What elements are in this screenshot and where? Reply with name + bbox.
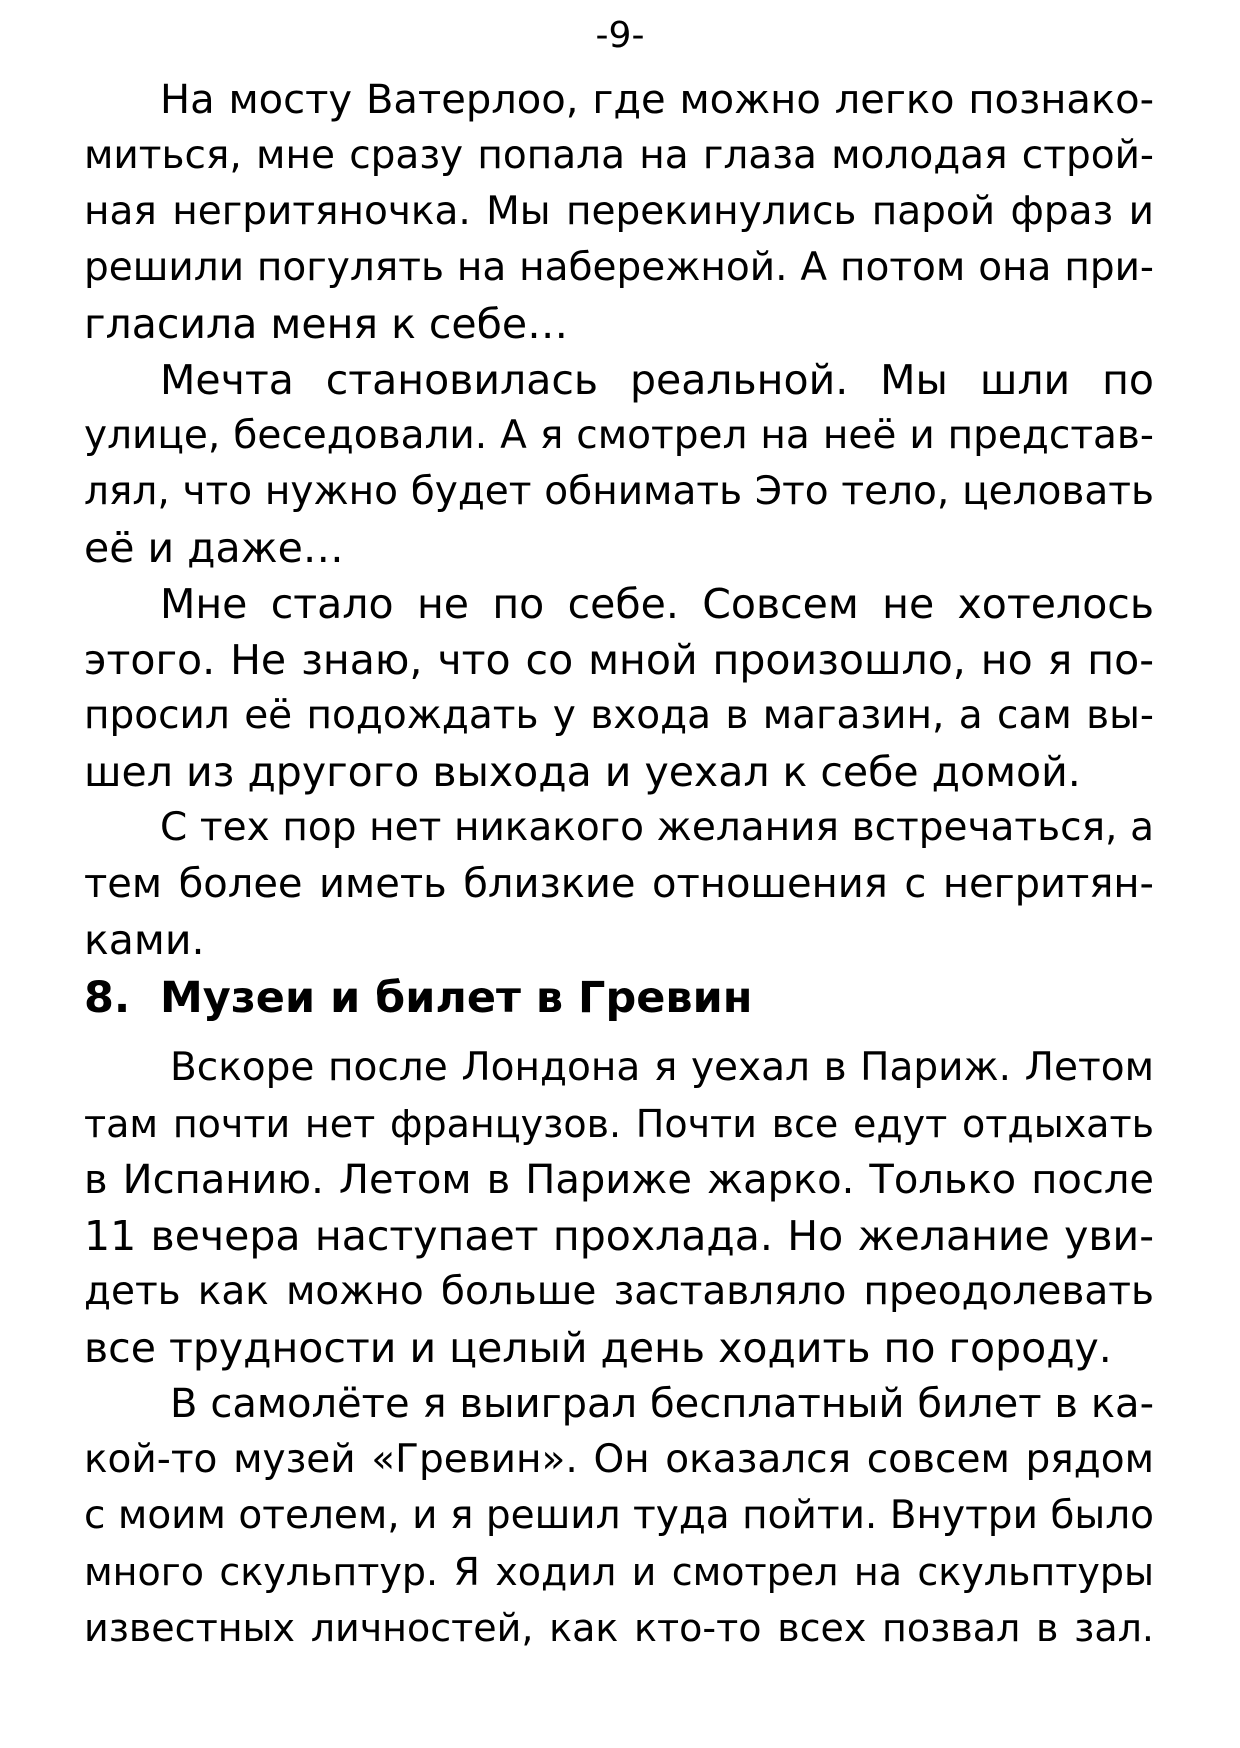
section-number: 8. (84, 973, 131, 1023)
text-line: её и даже… (84, 524, 344, 572)
section-heading (84, 970, 752, 1026)
text-line: лял, что нужно будет обнимать Это тело, целовать (84, 469, 1154, 514)
text-line: все трудности и целый день ходить по городу. (84, 1324, 1112, 1372)
text-line: ная негритяночка. Мы перекинулись парой фраз и (84, 189, 1154, 234)
text-line: деть как можно больше заставляло преодолевать (84, 1269, 1154, 1314)
text-line: В самолёте я выиграл бесплатный билет в ка- (170, 1381, 1154, 1427)
text-line: шел из другого выхода и уехал к себе домой. (84, 748, 1081, 796)
text-line: кой-то музей «Гревин». Он оказался совсем рядом (84, 1437, 1154, 1482)
text-line: с моим отелем, и я решил туда пойти. Внутри было (84, 1493, 1154, 1538)
text-line: С тех пор нет никакого желания встречаться, а (160, 805, 1154, 850)
text-line: тем более иметь близкие отношения с негритян- (84, 861, 1154, 907)
text-line: Мне стало не по себе. Совсем не хотелось (160, 580, 1154, 628)
text-line: ками. (84, 916, 205, 964)
section-title: Музеи и билет в Гревин (160, 973, 753, 1023)
text-line: этого. Не знаю, что со мной произошло, но я по- (84, 636, 1154, 684)
text-line: просил её подождать у входа в магазин, а сам вы- (84, 693, 1154, 738)
text-line: миться, мне сразу попала на глаза молодая строй- (84, 133, 1154, 178)
text-line: гласила меня к себе… (84, 300, 569, 348)
text-line: 11 вечера наступает прохлада. Но желание уви- (84, 1212, 1154, 1260)
text-line: На мосту Ватерлоо, где можно легко познако- (160, 77, 1154, 123)
text-line: Мечта становилась реальной. Мы шли по (160, 356, 1154, 404)
text-line: решили погулять на набережной. А потом она при- (84, 245, 1154, 290)
text-line: там почти нет французов. Почти все едут отдыхать (84, 1102, 1154, 1146)
text-line: известных личностей, как кто-то всех позвал в зал. (84, 1606, 1154, 1650)
page-number: -9- (595, 15, 645, 56)
text-line: в Испанию. Летом в Париже жарко. Только после (84, 1157, 1154, 1203)
text-line: много скульптур. Я ходил и смотрел на скульптуры (84, 1550, 1154, 1594)
text-line: Вскоре после Лондона я уехал в Париж. Летом (170, 1045, 1154, 1090)
text-line: улице, беседовали. А я смотрел на неё и представ- (84, 413, 1154, 458)
